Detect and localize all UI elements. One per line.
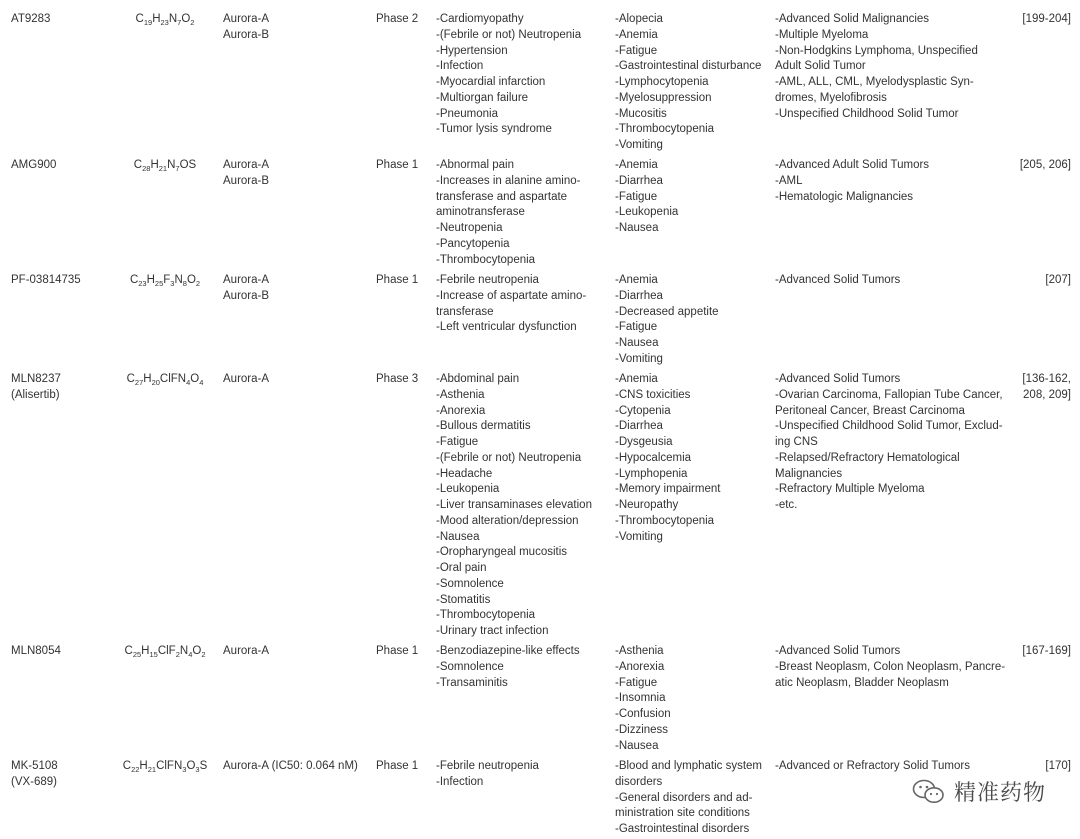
clinical-phase-cell [376, 372, 432, 388]
reference-line: [207] [1045, 274, 1071, 286]
indication-cell [775, 372, 1010, 514]
toxicity-severe-line: transferase and aspartate [436, 190, 568, 203]
clinical-phase-cell [376, 273, 432, 289]
formula-element: H [141, 645, 150, 657]
formula-subscript: 15 [149, 650, 158, 659]
toxicity-severe-line: -Pancytopenia [436, 237, 510, 250]
formula-subscript: 27 [134, 378, 144, 387]
reference-cell [1008, 759, 1071, 775]
formula-element: C [124, 645, 133, 657]
toxicity-severe-line: -Left ventricular dysfunction [436, 321, 577, 334]
formula-subscript: 25 [154, 279, 164, 288]
formula-element: OS [179, 159, 197, 171]
indication-line: ing CNS [775, 436, 818, 448]
clinical-phase-cell [376, 158, 432, 174]
formula-element: S [199, 760, 208, 772]
target-line: Aurora-A [223, 373, 270, 385]
toxicity-common-line: -Anemia [615, 28, 658, 41]
toxicity-severe-line: -Stomatitis [436, 593, 491, 606]
reference-line: 208, 209] [1023, 388, 1071, 401]
formula-subscript: 25 [132, 650, 142, 659]
toxicity-common-line: -Lymphocytopenia [615, 76, 709, 88]
chemical-formula-cell [110, 12, 220, 28]
formula-element: N [174, 274, 183, 286]
toxicity-severe-line: -Thrombocytopenia [436, 253, 536, 266]
toxicity-common-line: -Mucositis [615, 107, 667, 120]
indication-cell [775, 644, 1010, 691]
reference-line: [136-162, [1022, 373, 1071, 385]
reference-cell [1008, 158, 1071, 174]
toxicity-common-line: -Hypocalcemia [615, 451, 692, 464]
target-line: Aurora-B [223, 28, 270, 41]
toxicity-common-line: -Fatigue [615, 190, 658, 203]
formula-text [110, 372, 220, 388]
toxicity-severe-line: -Increase of aspartate amino- [436, 289, 587, 302]
reference-line: [205, 206] [1019, 159, 1071, 171]
toxicity-common-line: -Nausea [615, 222, 659, 234]
indication-cell [775, 158, 1010, 205]
indication-line: -AML [775, 174, 803, 187]
formula-subscript: 7 [175, 164, 180, 173]
toxicity-common-line: -General disorders and ad- [615, 791, 753, 804]
toxicity-severe-line: -(Febrile or not) Neutropenia [436, 28, 582, 41]
toxicity-common-line: -Thrombocytopenia [615, 123, 715, 136]
toxicity-common-line: -Vomiting [615, 352, 663, 365]
toxicity-severe-line: -Anorexia [436, 404, 486, 417]
formula-element: C [133, 159, 143, 171]
chemical-formula-cell [110, 273, 220, 289]
toxicity-severe-line: -Transaminitis [436, 676, 508, 689]
chemical-formula-cell [110, 158, 220, 174]
formula-subscript: 4 [199, 378, 204, 387]
toxicity-severe-line: -(Febrile or not) Neutropenia [436, 451, 582, 464]
formula-text [110, 12, 220, 28]
formula-element: ClFN [156, 760, 183, 772]
toxicity-common-line: -Vomiting [615, 139, 663, 151]
indication-line: -etc. [775, 499, 798, 511]
toxicity-severe-line: -Abdominal pain [436, 373, 520, 385]
formula-subscript: 3 [195, 765, 200, 774]
toxicity-severe-line: -Abnormal pain [436, 159, 514, 171]
target-line: Aurora-A [223, 159, 270, 171]
toxicity-severe-line: -Febrile neutropenia [436, 274, 539, 286]
toxicity-common-cell [615, 644, 773, 754]
indication-line: Peritoneal Cancer, Breast Carcinoma [775, 404, 965, 417]
toxicity-severe-line: -Infection [436, 775, 484, 788]
formula-subscript: 21 [158, 164, 168, 173]
drug-name-line: (Alisertib) [11, 388, 60, 401]
indication-line: -Unspecified Childhood Solid Tumor, Exclud- [775, 420, 1003, 433]
formula-text [110, 644, 220, 660]
formula-element: N [168, 13, 178, 25]
toxicity-severe-cell [436, 158, 614, 268]
toxicity-severe-line: -Somnolence [436, 577, 504, 590]
target-line: Aurora-B [223, 174, 270, 187]
target-line: Aurora-A (IC50: 0.064 nM) [223, 760, 358, 772]
indication-cell [775, 759, 1010, 775]
toxicity-common-cell [615, 372, 773, 545]
toxicity-common-line: -Fatigue [615, 44, 658, 57]
toxicity-severe-line: -Fatigue [436, 436, 479, 448]
formula-element: H [150, 159, 159, 171]
formula-subscript: 3 [182, 765, 187, 774]
formula-text [110, 273, 220, 289]
formula-subscript: 2 [190, 18, 195, 27]
toxicity-severe-line: -Myocardial infarction [436, 76, 546, 88]
toxicity-severe-line: -Urinary tract infection [436, 625, 549, 637]
reference-cell [1008, 273, 1071, 289]
formula-element: ClF [157, 645, 176, 657]
drug-name-cell [11, 12, 121, 28]
target-line: Aurora-B [223, 289, 270, 302]
reference-cell [1008, 644, 1071, 660]
formula-element: O [190, 373, 200, 385]
toxicity-common-line: -Leukopenia [615, 206, 679, 219]
toxicity-severe-line: aminotransferase [436, 206, 525, 219]
drug-name-cell [11, 158, 121, 174]
toxicity-severe-line: -Leukopenia [436, 483, 500, 496]
target-line: Aurora-A [223, 645, 270, 657]
toxicity-common-line: -CNS toxicities [615, 388, 691, 401]
formula-element: H [143, 373, 152, 385]
toxicity-severe-line: -Oral pain [436, 562, 487, 574]
toxicity-severe-line: -Infection [436, 60, 484, 73]
toxicity-common-line: -Anorexia [615, 660, 665, 673]
drug-name-line: AT9283 [11, 13, 51, 25]
formula-subscript: 23 [160, 18, 169, 27]
toxicity-severe-line: -Pneumonia [436, 107, 499, 120]
toxicity-severe-line: -Liver transaminases elevation [436, 499, 592, 511]
indication-line: -Multiple Myeloma [775, 28, 869, 41]
toxicity-common-line: -Vomiting [615, 530, 663, 543]
indication-line: -Refractory Multiple Myeloma [775, 483, 925, 496]
chemical-formula-cell [110, 372, 220, 388]
clinical-phase-cell [376, 12, 432, 28]
target-line: Aurora-A [223, 274, 270, 286]
formula-subscript: 19 [143, 18, 153, 27]
indication-line: -Advanced Solid Tumors [775, 274, 901, 286]
indication-line: -Ovarian Carcinoma, Fallopian Tube Cancer, [775, 388, 1003, 401]
indication-line: -Non-Hodgkins Lymphoma, Unspecified [775, 44, 978, 57]
indication-line: dromes, Myelofibrosis [775, 91, 887, 104]
toxicity-common-line: -Insomnia [615, 692, 666, 705]
indication-line: Malignancies [775, 467, 843, 480]
formula-text [110, 158, 220, 174]
toxicity-common-line: -Neuropathy [615, 499, 679, 511]
target-cell [223, 12, 373, 44]
toxicity-common-line: -Fatigue [615, 676, 658, 689]
formula-element: O [186, 274, 196, 286]
drug-name-line: AMG900 [11, 159, 57, 171]
toxicity-common-line: -Thrombocytopenia [615, 514, 715, 527]
clinical-phase-cell [376, 759, 432, 775]
toxicity-common-cell [615, 158, 773, 237]
toxicity-severe-line: -Neutropenia [436, 222, 503, 234]
toxicity-common-line: -Anemia [615, 274, 658, 286]
toxicity-common-cell [615, 12, 773, 154]
toxicity-common-line: -Gastrointestinal disorders [615, 823, 750, 835]
toxicity-common-line: -Gastrointestinal disturbance [615, 60, 762, 73]
formula-subscript: 4 [186, 378, 191, 387]
formula-element: C [126, 373, 135, 385]
drug-name-cell [11, 273, 121, 289]
target-cell [223, 372, 373, 388]
formula-subscript: 3 [170, 279, 175, 288]
formula-subscript: 23 [138, 279, 147, 288]
toxicity-severe-line: transferase [436, 305, 494, 318]
toxicity-common-line: -Lymphopenia [615, 467, 688, 480]
toxicity-severe-line: -Thrombocytopenia [436, 609, 536, 622]
toxicity-common-cell [615, 759, 773, 838]
target-cell [223, 273, 373, 305]
toxicity-common-cell [615, 273, 773, 368]
toxicity-severe-cell [436, 759, 614, 791]
indication-line: -Advanced Adult Solid Tumors [775, 159, 930, 171]
toxicity-severe-line: -Nausea [436, 530, 480, 543]
drug-name-line: MLN8237 [11, 373, 61, 385]
toxicity-common-line: -Diarrhea [615, 289, 663, 302]
formula-element: N [179, 645, 189, 657]
formula-element: O [181, 13, 191, 25]
formula-subscript: 2 [175, 650, 180, 659]
chemical-formula-cell [110, 644, 220, 660]
formula-element: H [139, 760, 148, 772]
watermark [912, 776, 1046, 807]
wechat-icon [912, 779, 946, 805]
toxicity-common-line: -Fatigue [615, 321, 658, 334]
toxicity-common-line: -Anemia [615, 373, 658, 385]
toxicity-severe-line: -Hypertension [436, 44, 508, 57]
indication-line: -AML, ALL, CML, Myelodysplastic Syn- [775, 76, 974, 88]
formula-subscript: 28 [142, 164, 151, 173]
indication-line: -Breast Neoplasm, Colon Neoplasm, Pancre- [775, 660, 1006, 673]
indication-line: Adult Solid Tumor [775, 60, 866, 73]
toxicity-common-line: -Anemia [615, 159, 658, 171]
target-line: Aurora-A [223, 13, 270, 25]
formula-element: C [135, 13, 144, 25]
indication-line: -Unspecified Childhood Solid Tumor [775, 107, 959, 120]
toxicity-severe-line: -Mood alteration/depression [436, 514, 579, 527]
phase-text: Phase 2 [376, 13, 419, 25]
toxicity-common-line: -Dizziness [615, 723, 669, 736]
toxicity-severe-line: -Febrile neutropenia [436, 760, 539, 772]
reference-line: [167-169] [1022, 645, 1071, 657]
indication-line: -Advanced Solid Malignancies [775, 13, 930, 25]
drug-name-cell [11, 759, 121, 791]
reference-cell [1008, 12, 1071, 28]
toxicity-common-line: -Diarrhea [615, 174, 663, 187]
chemical-formula-cell [110, 759, 220, 775]
formula-subscript: 22 [131, 765, 140, 774]
toxicity-common-line: -Alopecia [615, 13, 663, 25]
target-cell [223, 158, 373, 190]
phase-text: Phase 1 [376, 645, 419, 657]
formula-subscript: 4 [188, 650, 193, 659]
formula-element: C [129, 274, 139, 286]
reference-cell [1008, 372, 1071, 404]
indication-line: -Advanced or Refractory Solid Tumors [775, 760, 970, 772]
formula-subscript: 7 [177, 18, 182, 27]
clinical-phase-cell [376, 644, 432, 660]
phase-text: Phase 3 [376, 373, 419, 385]
indication-line: atic Neoplasm, Bladder Neoplasm [775, 676, 949, 689]
toxicity-severe-line: -Headache [436, 467, 493, 480]
formula-subscript: 8 [182, 279, 187, 288]
toxicity-common-line: -Diarrhea [615, 420, 663, 433]
phase-text: Phase 1 [376, 274, 419, 286]
toxicity-severe-line: -Somnolence [436, 660, 504, 673]
phase-text: Phase 1 [376, 159, 419, 171]
indication-line: -Relapsed/Refractory Hematological [775, 451, 960, 464]
toxicity-severe-line: -Cardiomyopathy [436, 13, 524, 25]
indication-cell [775, 12, 1010, 122]
formula-element: N [167, 159, 176, 171]
formula-element: O [192, 645, 202, 657]
toxicity-common-line: -Cytopenia [615, 404, 671, 417]
toxicity-severe-cell [436, 273, 614, 336]
toxicity-severe-cell [436, 644, 614, 691]
formula-element: C [122, 760, 132, 772]
indication-cell [775, 273, 1010, 289]
reference-line: [199-204] [1022, 13, 1071, 25]
toxicity-common-line: -Confusion [615, 708, 671, 720]
toxicity-severe-cell [436, 12, 614, 138]
indication-line: -Advanced Solid Tumors [775, 645, 901, 657]
formula-subscript: 21 [147, 765, 157, 774]
toxicity-common-line: -Nausea [615, 337, 659, 349]
formula-element: F [163, 274, 171, 286]
toxicity-common-line: -Myelosuppression [615, 91, 712, 104]
formula-subscript: 20 [151, 378, 160, 387]
formula-element: O [186, 760, 196, 772]
reference-line: [170] [1045, 760, 1071, 772]
formula-text [110, 759, 220, 775]
drug-name-cell [11, 372, 121, 404]
toxicity-common-line: ministration site conditions [615, 807, 750, 820]
toxicity-common-line: -Memory impairment [615, 483, 721, 496]
toxicity-common-line: -Asthenia [615, 645, 664, 657]
target-cell [223, 644, 373, 660]
toxicity-severe-line: -Oropharyngeal mucositis [436, 546, 568, 559]
toxicity-common-line: -Dysgeusia [615, 436, 673, 448]
formula-subscript: 2 [195, 279, 201, 288]
target-cell [223, 759, 373, 775]
indication-line: -Hematologic Malignancies [775, 190, 914, 203]
toxicity-common-line: -Blood and lymphatic system [615, 760, 763, 772]
drug-name-cell [11, 644, 121, 660]
toxicity-common-line: -Decreased appetite [615, 305, 719, 318]
drug-name-line: MLN8054 [11, 645, 61, 657]
toxicity-common-line: -Nausea [615, 739, 659, 752]
drug-name-line: (VX-689) [11, 775, 58, 788]
toxicity-severe-line: -Increases in alanine amino- [436, 174, 581, 187]
indication-line: -Advanced Solid Tumors [775, 373, 901, 385]
toxicity-severe-line: -Asthenia [436, 388, 485, 401]
drug-name-line: MK-5108 [11, 760, 58, 772]
toxicity-severe-cell [436, 372, 614, 640]
toxicity-severe-line: -Tumor lysis syndrome [436, 123, 552, 136]
formula-element: H [152, 13, 161, 25]
toxicity-severe-line: -Bullous dermatitis [436, 420, 531, 433]
phase-text: Phase 1 [376, 760, 419, 772]
formula-element: ClFN [159, 373, 187, 385]
toxicity-severe-line: -Benzodiazepine-like effects [436, 645, 580, 657]
drug-name-line: PF-03814735 [11, 274, 81, 286]
toxicity-severe-line: -Multiorgan failure [436, 91, 529, 104]
watermark-text: 精准药物 [953, 781, 1046, 806]
toxicity-common-line: disorders [615, 775, 663, 788]
formula-subscript: 2 [201, 650, 206, 659]
formula-element: H [146, 274, 155, 286]
